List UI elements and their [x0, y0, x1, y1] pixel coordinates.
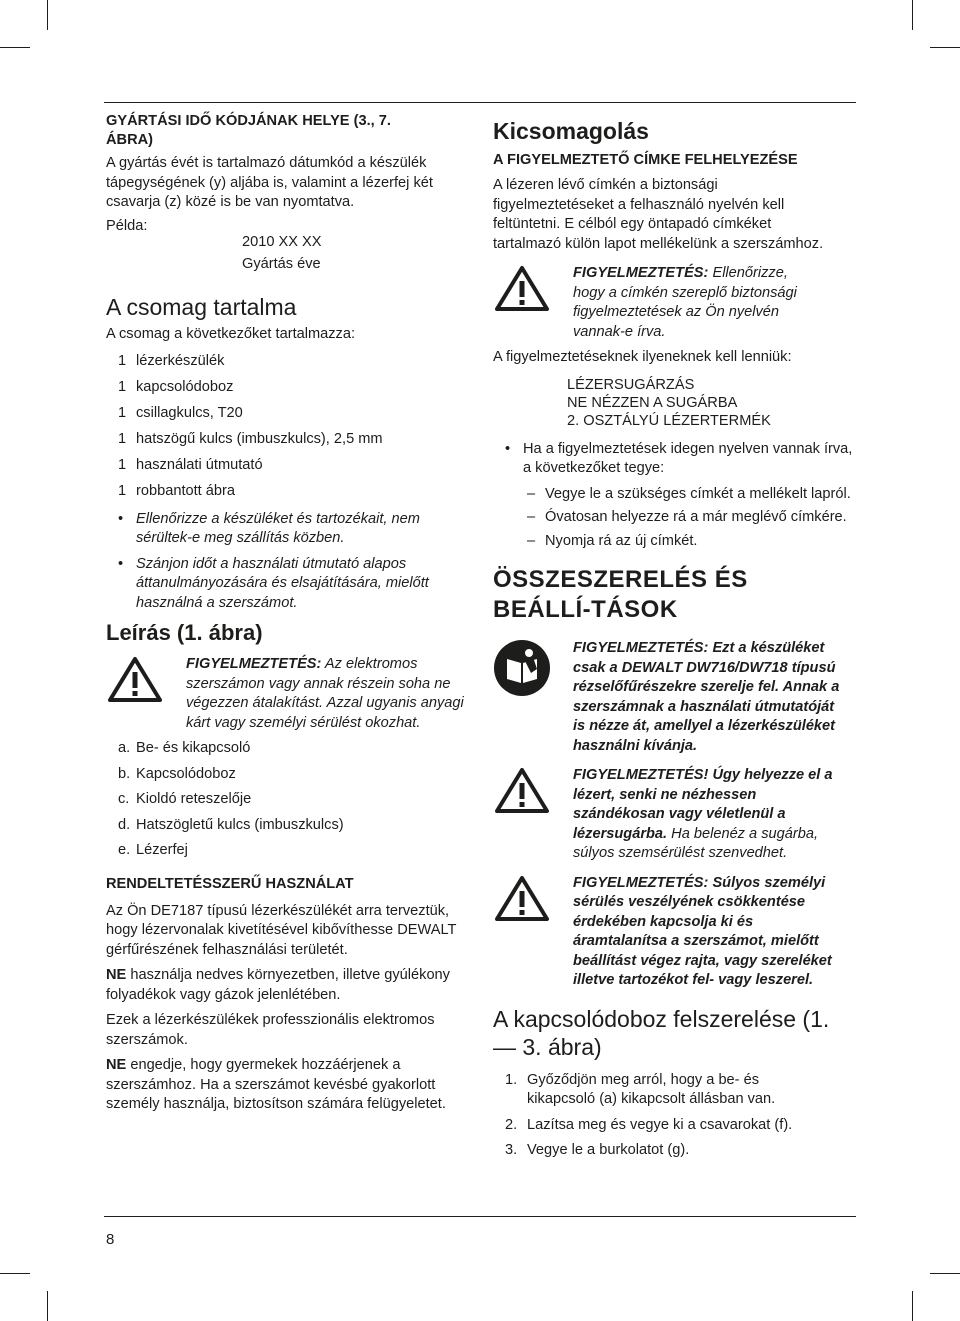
intended-use-p4: NE engedje, hogy gyermekek hozzáérjenek a szerszámhoz. Ha a szerszámot kevésbé gyakorlott személy használja, biztosítson számára felügyeletet.: [106, 1057, 446, 1112]
example-values: [242, 217, 322, 275]
warning-triangle-icon: [493, 264, 551, 312]
date-code-heading: GYÁRTÁSI IDŐ KÓDJÁNAK HELYE (3., 7. ÁBRA): [106, 113, 391, 148]
list-item: 1 csillagkulcs, T20: [118, 405, 243, 421]
crop-mark: [912, 1291, 913, 1321]
label-warning: [493, 264, 863, 342]
list-item: c. Kioldó reteszelője: [118, 791, 252, 807]
list-item: – Óvatosan helyezze rá a már meglévő címkére.: [527, 509, 847, 525]
list-item: – Nyomja rá az új címkét.: [527, 532, 698, 549]
package-intro: A csomag a következőket tartalmazza:: [106, 325, 356, 342]
crop-mark: [0, 47, 30, 48]
parts-list: [118, 739, 466, 861]
list-item: – Vegye le a szükséges címkét a mellékelt lapról.: [527, 485, 851, 502]
list-item: 1. Győződjön meg arról, hogy a be- és kikapcsoló (a) kikapcsolt állásban van.: [505, 1071, 776, 1107]
example-label: Példa:: [106, 217, 148, 234]
description-warning: [106, 655, 466, 733]
assembly-warning-1-text: FIGYELMEZTETÉS: Ezt a készüléket csak a DEWALT DW716/DW718 típusú rézselőfűrészekre szerelje fel. Annak a szerszámnak a használati útmutatóját is nézze át, amellyel a lézerkészüléket használni kívánja.: [573, 640, 840, 754]
label-heading: A FIGYELMEZTETŐ CÍMKE FELHELYEZÉSE: [493, 152, 798, 168]
list-item: • Ha a figyelmeztetések idegen nyelven vannak írva, a következőket tegye:: [505, 440, 853, 476]
list-item: d. Hatszögletű kulcs (imbuszkulcs): [118, 816, 344, 833]
header-rule: [104, 102, 856, 103]
example-caption: Gyártás éve: [242, 256, 321, 272]
package-bullets: [118, 510, 466, 614]
intended-use-p2: NE használja nedves környezetben, illetve gyúlékony folyadékok vagy gázok jelenlétében.: [106, 967, 450, 1003]
page-number: 8: [106, 1231, 115, 1248]
description-heading: Leírás (1. ábra): [106, 620, 263, 645]
package-list: [118, 352, 466, 502]
list-item: 1 hatszögű kulcs (imbuszkulcs), 2,5 mm: [118, 431, 383, 447]
footer-rule: [104, 1216, 856, 1217]
list-item: 3. Vegye le a burkolatot (g).: [505, 1142, 690, 1158]
right-column: [493, 117, 863, 1167]
date-code-text: A gyártás évét is tartalmazó dátumkód a készülék tápegységének (y) aljába is, valamint a lézerfej két csavarja (z) közé is be van nyomtatva.: [106, 155, 433, 210]
laser-label-text: [567, 376, 863, 430]
example-row: [106, 217, 466, 275]
list-item: 2. Lazítsa meg és vegye ki a csavarokat (f).: [505, 1116, 793, 1133]
list-item: a. Be- és kikapcsoló: [118, 740, 251, 756]
list-item: 1 lézerkészülék: [118, 353, 225, 369]
assembly-warning-2: [493, 766, 863, 864]
list-item: 1 használati útmutató: [118, 457, 263, 473]
list-item: e. Lézerfej: [118, 842, 188, 858]
list-item: 1 robbantott ábra: [118, 483, 235, 499]
warning-triangle-icon: [493, 766, 551, 814]
assembly-warning-3: [493, 874, 863, 991]
crop-mark: [0, 1273, 30, 1274]
crop-mark: [47, 0, 48, 30]
intended-use-heading: RENDELTETÉSSZERŰ HASZNÁLAT: [106, 875, 354, 892]
laser-label-line: NE NÉZZEN A SUGÁRBA: [567, 394, 738, 411]
example-code: 2010 XX XX: [242, 233, 322, 250]
switchbox-steps: [505, 1071, 863, 1161]
foreign-bullets: [505, 440, 863, 479]
unpack-heading: Kicsomagolás: [493, 118, 649, 144]
assembly-heading: ÖSSZESZERELÉS ÉS BEÁLLÍ-TÁSOK: [493, 566, 748, 623]
list-item: 1 kapcsolódoboz: [118, 379, 234, 395]
laser-label-line: 2. OSZTÁLYÚ LÉZERTERMÉK: [567, 412, 771, 429]
list-item: • Ellenőrizze a készüléket és tartozékait, nem sérültek-e meg szállítás közben.: [118, 510, 420, 546]
description-warning-text: FIGYELMEZTETÉS: Az elektromos szerszámon vagy annak részein soha ne végezzen átalakítást. Azzal ugyanis anyagi kárt vagy személyi sérülést okozhat.: [186, 656, 464, 731]
intended-use-p3: Ezek a lézerkészülékek professzionális elektromos szerszámok.: [106, 1012, 435, 1048]
laser-label-line: LÉZERSUGÁRZÁS: [567, 376, 695, 393]
list-item: b. Kapcsolódoboz: [118, 765, 236, 782]
left-column: [106, 112, 466, 1115]
warning-triangle-icon: [106, 655, 164, 703]
read-manual-icon: [493, 639, 551, 697]
crop-mark: [930, 47, 960, 48]
crop-mark: [47, 1291, 48, 1321]
label-text: A lézeren lévő címkén a biztonsági figyelmeztetéseket a felhasználó nyelvén kell feltüntetni. E célból egy öntapadó címkéket tartalmazó külön lapot mellékelünk a szerszámhoz.: [493, 177, 824, 252]
label-warning-text: FIGYELMEZTETÉS: Ellenőrizze, hogy a címkén szereplő biztonsági figyelmeztetések az Ön nyelvén vannak-e írva.: [573, 265, 797, 340]
assembly-warning-2-text: FIGYELMEZTETÉS! Úgy helyezze el a lézert, senki ne nézhessen szándékosan vagy véletlenül a lézersugárba. Ha belenéz a sugárba, súlyos szemsérülést szenvedhet.: [573, 767, 833, 861]
intended-use-p1: Az Ön DE7187 típusú lézerkészülékét arra terveztük, hogy lézervonalak kivetítésével kibővíthesse DEWALT gérfűrészének felhasználási területét.: [106, 902, 457, 958]
warning-triangle-icon: [493, 874, 551, 922]
crop-mark: [930, 1273, 960, 1274]
label-should-read: A figyelmeztetéseknek ilyeneknek kell lenniük:: [493, 349, 792, 365]
crop-mark: [912, 0, 913, 30]
assembly-warning-3-text: FIGYELMEZTETÉS: Súlyos személyi sérülés veszélyének csökkentése érdekében kapcsolja ki és áramtalanítsa a szerszámot, mielőtt beállítást végez rajta, vagy szereléket illetve tartozékot fel- vagy leszerel.: [573, 874, 832, 988]
label-steps: [527, 485, 863, 552]
assembly-warning-1: [493, 639, 863, 756]
package-heading: A csomag tartalma: [106, 293, 297, 320]
list-item: • Szánjon időt a használati útmutató alapos áttanulmányozására és elsajátítására, mielőtt használná a szerszámot.: [118, 555, 429, 611]
switchbox-heading: A kapcsolódoboz felszerelése (1. — 3. ábra): [493, 1005, 830, 1060]
